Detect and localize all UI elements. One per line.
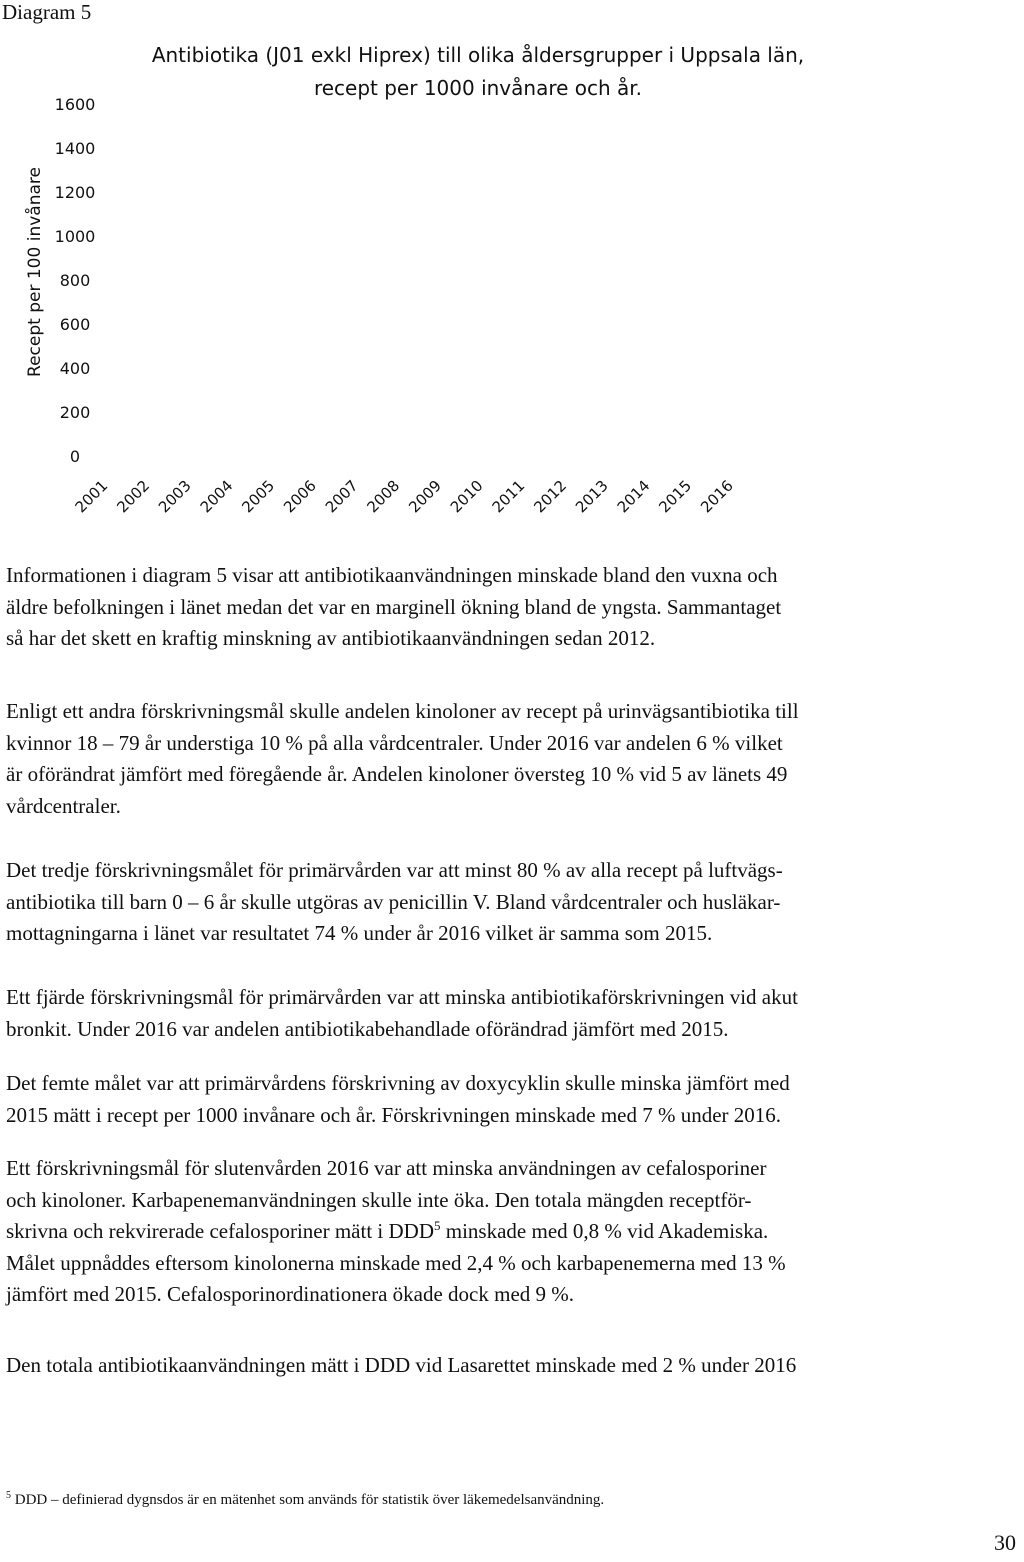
x-tick-label: 2016: [697, 476, 737, 517]
footnote-text: DDD – definierad dygnsdos är en mätenhet som används för statistik över läkemedelsanvändning.: [11, 1492, 605, 1508]
paragraph-slutenvard: [6, 1153, 1022, 1311]
y-tick-label: 800: [59, 271, 91, 290]
paragraph-line: jämfört med 2015. Cefalosporinordinationera ökade dock med 9 %.: [6, 1282, 575, 1306]
paragraph-line: äldre befolkningen i länet medan det var en marginell ökning bland de yngsta. Sammantaget: [6, 594, 782, 619]
x-tick-label: 2004: [196, 476, 237, 517]
paragraph-line: mottagningarna i länet var resultatet 74 % under år 2016 vilket är samma som 2015.: [6, 921, 713, 945]
paragraph: [6, 696, 1022, 822]
paragraph-line: antibiotika till barn 0 – 6 år skulle utgöras av penicillin V. Bland vårdcentraler och husläkar-: [6, 889, 781, 914]
x-tick-label: 2002: [113, 476, 154, 517]
y-tick-label: 1200: [54, 183, 96, 202]
page-number: 30: [994, 1530, 1016, 1555]
paragraph-line: Informationen i diagram 5 visar att antibiotikaanvändningen minskade bland den vuxna och: [6, 563, 778, 587]
paragraph-line: Ett förskrivningsmål för slutenvården 2016 var att minska användningen av cefalosporiner: [6, 1156, 767, 1180]
x-tick-label: 2014: [613, 476, 654, 517]
paragraph-line: kvinnor 18 – 79 år understiga 10 % på alla vårdcentraler. Under 2016 var andelen 6 % vilket: [6, 730, 783, 755]
chart-title-line1: Antibiotika (J01 exkl Hiprex) till olika åldersgrupper i Uppsala län,: [151, 43, 805, 67]
paragraph: [6, 1068, 1022, 1131]
y-tick-label: 600: [59, 315, 91, 334]
paragraph: [6, 855, 1022, 950]
x-axis-ticks: [72, 477, 737, 517]
x-tick-label: 2011: [488, 476, 529, 517]
y-tick-label: 1400: [54, 139, 96, 158]
paragraph-line: Det femte målet var att primärvårdens förskrivning av doxycyklin skulle minska jämfört med: [6, 1071, 790, 1095]
paragraph-line: så har det skett en kraftig minskning av antibiotikaanvändningen sedan 2012.: [6, 626, 656, 650]
paragraph-line: 2015 mätt i recept per 1000 invånare och år. Förskrivningen minskade med 7 % under 2016.: [6, 1102, 782, 1127]
x-tick-label: 2008: [363, 476, 404, 517]
paragraph: [6, 982, 1022, 1045]
line-chart: [0, 0, 1024, 540]
chart-title-line2: recept per 1000 invånare och år.: [313, 76, 643, 100]
diagram-label: Diagram 5: [2, 0, 92, 24]
x-tick-label: 2012: [530, 476, 571, 517]
y-tick-label: 400: [59, 359, 91, 378]
y-axis-label: Recept per 100 invånare: [25, 167, 45, 377]
paragraph-line: bronkit. Under 2016 var andelen antibiotikabehandlade oförändrad jämfört med 2015.: [6, 1016, 729, 1041]
paragraph-line: Enligt ett andra förskrivningsmål skulle andelen kinoloner av recept på urinvägsantibiotika till: [6, 699, 799, 723]
paragraph-lasarettet: Den totala antibiotikaanvändningen mätt i DDD vid Lasarettet minskade med 2 % under 2016: [6, 1353, 797, 1377]
paragraph-line: minskade med 0,8 % vid Akademiska.: [440, 1219, 769, 1243]
footnote-reference: 5: [434, 1218, 441, 1233]
y-tick-label: 1600: [54, 95, 96, 114]
paragraph-line: Ett fjärde förskrivningsmål för primärvården var att minska antibiotikaförskrivningen vid akut: [6, 985, 798, 1009]
x-tick-label: 2015: [655, 476, 696, 517]
x-tick-label: 2010: [446, 476, 487, 517]
paragraph-line: Målet uppnåddes eftersom kinolonerna minskade med 2,4 % och karbapenemerna med 13 %: [6, 1250, 786, 1275]
paragraph: [6, 560, 1022, 655]
y-tick-label: 200: [59, 403, 91, 422]
paragraph-line: skrivna och rekvirerade cefalosporiner mätt i DDD: [6, 1219, 434, 1243]
x-tick-label: 2005: [238, 476, 279, 517]
x-tick-label: 2003: [154, 476, 195, 517]
y-tick-label: 0: [69, 447, 81, 466]
x-tick-label: 2007: [321, 476, 362, 517]
footnote-marker: 5: [6, 1490, 11, 1501]
paragraph-line: Det tredje förskrivningsmålet för primärvården var att minst 80 % av alla recept på luftvägs-: [6, 858, 783, 882]
paragraph-line: och kinoloner. Karbapenemanvändningen skulle inte öka. Den totala mängden receptför-: [6, 1187, 752, 1212]
x-tick-label: 2009: [405, 476, 445, 517]
paragraph-line: vårdcentraler.: [6, 793, 121, 818]
y-axis-ticks: [55, 95, 96, 466]
x-tick-label: 2001: [71, 476, 112, 517]
x-tick-label: 2013: [571, 476, 612, 517]
footnote: [6, 1490, 1022, 1510]
paragraph-line: är oförändrat jämfört med föregående år. Andelen kinoloner översteg 10 % vid 5 av länets 49: [6, 762, 788, 786]
y-tick-label: 1000: [54, 227, 96, 246]
x-tick-label: 2006: [280, 476, 320, 517]
